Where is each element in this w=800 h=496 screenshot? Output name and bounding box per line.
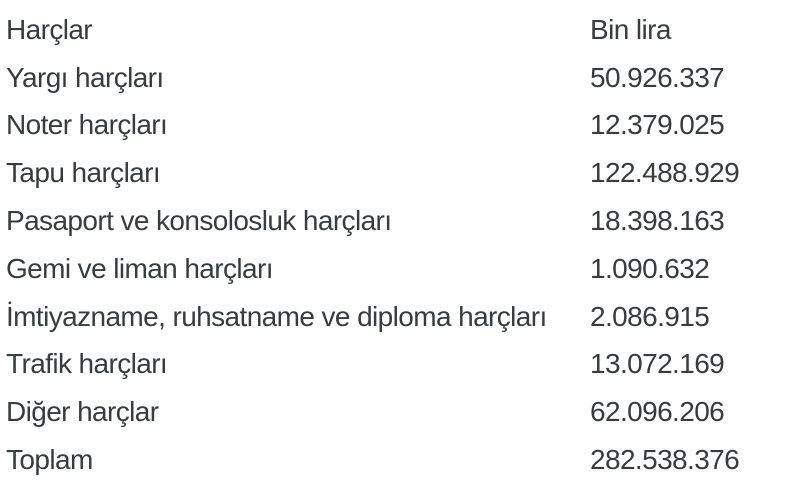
row-value: 13.072.169 xyxy=(590,348,725,380)
table-row xyxy=(0,388,800,436)
table-row xyxy=(0,102,800,150)
row-label: Diğer harçlar xyxy=(6,396,159,428)
table-row xyxy=(0,197,800,245)
table-row xyxy=(0,293,800,341)
header-unit-label: Bin lira xyxy=(590,13,671,45)
table-row xyxy=(0,341,800,389)
row-label: Trafik harçları xyxy=(6,348,168,380)
row-label: Pasaport ve konsolosluk harçları xyxy=(6,205,392,237)
table-header-row xyxy=(0,6,800,54)
row-value: 62.096.206 xyxy=(590,396,725,428)
header-label: Harçlar xyxy=(6,13,93,45)
row-value: 1.090.632 xyxy=(590,252,710,284)
row-label: Noter harçları xyxy=(6,109,168,141)
table-row xyxy=(0,245,800,293)
row-label: İmtiyazname, ruhsatname ve diploma harçları xyxy=(6,300,547,332)
table-row-total xyxy=(0,436,800,484)
row-label: Tapu harçları xyxy=(6,157,161,189)
row-label: Gemi ve liman harçları xyxy=(6,252,273,284)
row-value: 2.086.915 xyxy=(590,300,710,332)
row-value: 12.379.025 xyxy=(590,109,725,141)
row-value: 50.926.337 xyxy=(590,61,725,93)
total-label: Toplam xyxy=(6,444,93,476)
table-row xyxy=(0,54,800,102)
table-row xyxy=(0,149,800,197)
row-value: 122.488.929 xyxy=(590,157,740,189)
total-value: 282.538.376 xyxy=(590,444,740,476)
row-value: 18.398.163 xyxy=(590,205,725,237)
row-label: Yargı harçları xyxy=(6,61,164,93)
